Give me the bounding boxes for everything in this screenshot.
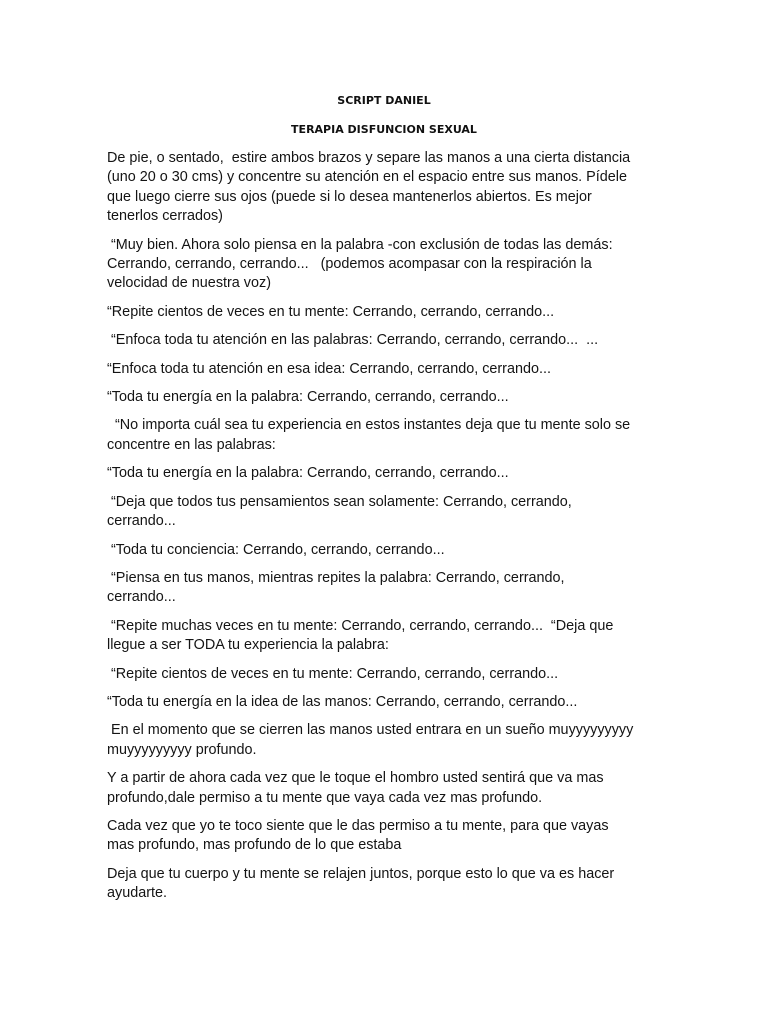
paragraph: Cada vez que yo te toco siente que le das permiso a tu mente, para que vayas mas profundo, mas profundo de lo que estaba xyxy=(107,817,609,854)
paragraph: “Toda tu energía en la palabra: Cerrando, cerrando, cerrando... xyxy=(107,465,509,482)
paragraph: “Repite cientos de veces en tu mente: Cerrando, cerrando, cerrando... xyxy=(107,665,559,682)
paragraph: De pie, o sentado, estire ambos brazos y separe las manos a una cierta distancia (uno 20 o 30 cms) y concentre su atención en el espacio entre sus manos. Pídele que luego cierre sus ojos (puede si lo desea mantenerlos abiertos. Es mejor tenerlos cerrados) xyxy=(107,150,631,225)
paragraph: “Toda tu conciencia: Cerrando, cerrando, cerrando... xyxy=(107,541,445,558)
paragraph: “Enfoca toda tu atención en esa idea: Cerrando, cerrando, cerrando... xyxy=(107,360,551,377)
paragraph: “Repite muchas veces en tu mente: Cerrando, cerrando, cerrando... “Deja que llegue a ser TODA tu experiencia la palabra: xyxy=(107,617,614,654)
paragraph: “Muy bien. Ahora solo piensa en la palabra -con exclusión de todas las demás: Cerrando, cerrando, cerrando... (podemos acompasar con la respiración la velocidad de nuestra voz) xyxy=(107,236,613,292)
paragraph: En el momento que se cierren las manos usted entrara en un sueño muyyyyyyyyy muyyyyyyyyy profundo. xyxy=(107,722,634,758)
document-title: SCRIPT DANIEL xyxy=(337,94,431,107)
paragraph: Deja que tu cuerpo y tu mente se relajen juntos, porque esto lo que va es hacer ayudarte. xyxy=(107,865,615,902)
paragraph: Y a partir de ahora cada vez que le toque el hombro usted sentirá que va mas profundo,dale permiso a tu mente que vaya cada vez mas profundo. xyxy=(107,770,604,806)
document-subtitle: TERAPIA DISFUNCION SEXUAL xyxy=(291,123,477,136)
paragraph: “Deja que todos tus pensamientos sean solamente: Cerrando, cerrando, cerrando... xyxy=(107,493,572,530)
paragraph: “Piensa en tus manos, mientras repites la palabra: Cerrando, cerrando, cerrando... xyxy=(107,569,565,606)
paragraph: “Repite cientos de veces en tu mente: Cerrando, cerrando, cerrando... xyxy=(107,303,555,320)
paragraph: “Toda tu energía en la idea de las manos: Cerrando, cerrando, cerrando... xyxy=(107,693,578,710)
document-body xyxy=(107,149,667,913)
paragraph: “Toda tu energía en la palabra: Cerrando, cerrando, cerrando... xyxy=(107,389,509,406)
paragraph: “No importa cuál sea tu experiencia en estos instantes deja que tu mente solo se concentre en las palabras: xyxy=(107,417,631,453)
paragraph: “Enfoca toda tu atención en las palabras: Cerrando, cerrando, cerrando... ... xyxy=(107,332,599,349)
